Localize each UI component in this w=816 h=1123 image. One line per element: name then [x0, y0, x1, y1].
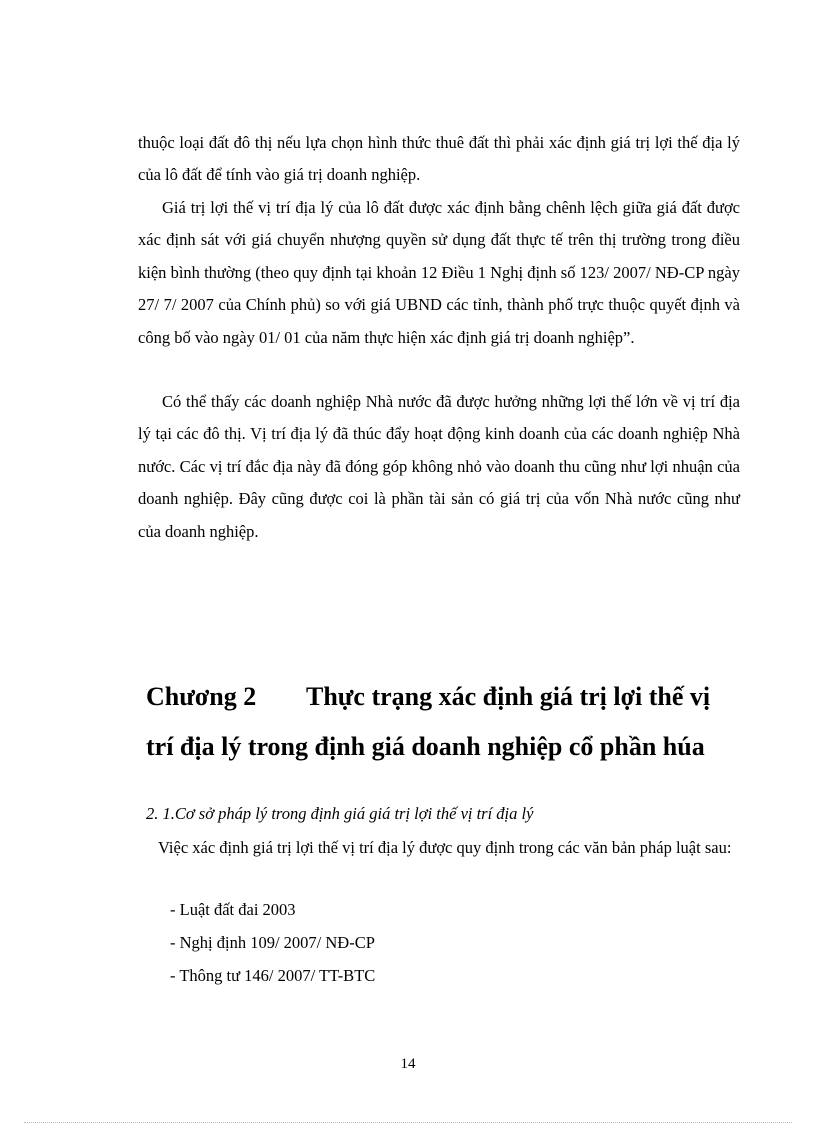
paragraph-state-enterprises: Có thể thấy các doanh nghiệp Nhà nước đã được hưởng những lợi thế lớn về vị trí địa lý tại các đô thị. Vị trí địa lý đã thúc đẩy hoạt động kinh doanh của các doanh nghiệp Nhà nước. Các vị trí đắc địa này đã đóng góp không nhỏ vào doanh thu cũng như lợi nhuận của doanh nghiệp. Đây cũng được coi là phần tài sản có giá trị của vốn Nhà nước cũng như của doanh nghiệp.	[138, 392, 740, 541]
chapter-heading-line2: trí địa lý trong định giá doanh nghiệp cổ phần húa	[146, 732, 705, 761]
list-item: - Nghị định 109/ 2007/ NĐ-CP	[170, 933, 375, 952]
list-item: - Thông tư 146/ 2007/ TT-BTC	[170, 966, 376, 985]
chapter-heading-line1	[146, 672, 766, 722]
list-item: - Luật đất đai 2003	[170, 900, 296, 919]
chapter-title-part1: Thực trạng xác định giá trị lợi thế vị	[306, 682, 711, 711]
section-intro: Việc xác định giá trị lợi thế vị trí địa lý được quy định trong các văn bản pháp luật sau:	[158, 838, 732, 857]
page-number: 14	[400, 1056, 416, 1072]
paragraph-continuation: thuộc loại đất đô thị nếu lựa chọn hình thức thuê đất thì phải xác định giá trị lợi thế địa lý của lô đất để tính vào giá trị doanh nghiệp.	[138, 133, 740, 185]
paragraph-land-value: Giá trị lợi thế vị trí địa lý của lô đất được xác định bằng chênh lệch giữa giá đất được xác định sát với giá chuyển nhượng quyền sử dụng đất thực tế trên thị trường trong điều kiện bình thường (theo quy định tại khoản 12 Điều 1 Nghị định số 123/ 2007/ NĐ-CP ngày 27/ 7/ 2007 của Chính phủ) so với giá UBND các tỉnh, thành phố trực thuộc quyết định và công bố vào ngày 01/ 01 của năm thực hiện xác định giá trị doanh nghiệp”.	[138, 198, 740, 347]
chapter-number: Chương 2	[146, 682, 257, 711]
section-heading: 2. 1.Cơ sở pháp lý trong định giá giá trị lợi thế vị trí địa lý	[146, 804, 534, 823]
